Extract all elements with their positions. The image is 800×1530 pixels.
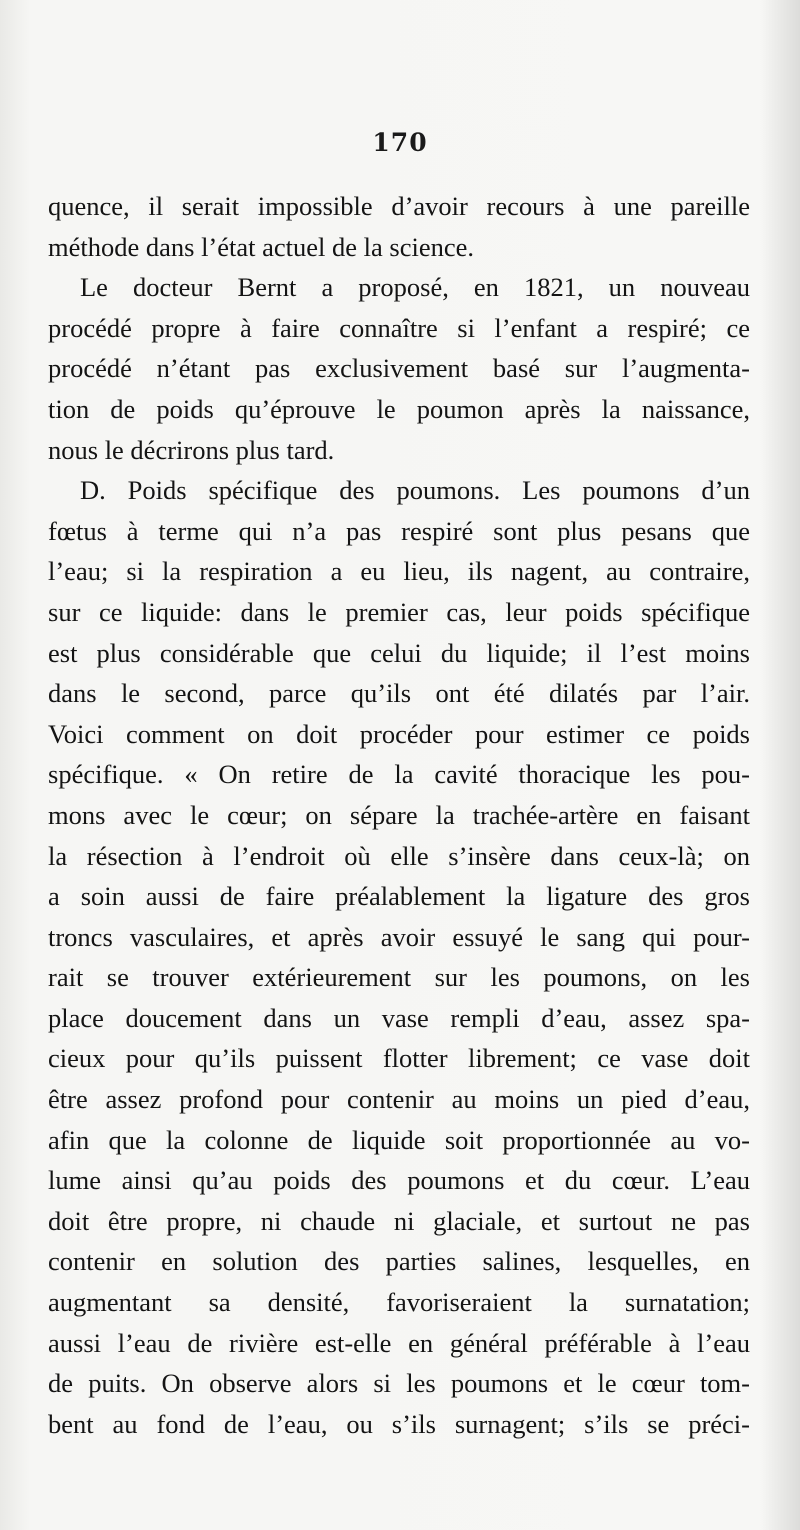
text-line: mons avec le cœur; on sépare la trachée-artère en faisant xyxy=(48,799,750,830)
text-line: contenir en solution des parties salines, lesquelles, en xyxy=(48,1246,750,1277)
text-line: de puits. On observe alors si les poumons et le cœur tom- xyxy=(48,1368,750,1399)
text-line: troncs vasculaires, et après avoir essuyé le sang qui pour- xyxy=(48,921,750,952)
text-line: bent au fond de l’eau, ou s’ils surnagent; s’ils se préci- xyxy=(48,1408,750,1439)
text-line: aussi l’eau de rivière est-elle en général préférable à l’eau xyxy=(48,1327,750,1358)
body-text xyxy=(48,186,750,1444)
text-line: être assez profond pour contenir au moins un pied d’eau, xyxy=(48,1084,750,1115)
text-line: fœtus à terme qui n’a pas respiré sont plus pesans que xyxy=(48,515,750,546)
text-line: procédé n’étant pas exclusivement basé sur l’augmenta- xyxy=(48,353,750,384)
text-line: doit être propre, ni chaude ni glaciale, et surtout ne pas xyxy=(48,1205,750,1236)
text-line: cieux pour qu’ils puissent flotter librement; ce vase doit xyxy=(48,1043,750,1074)
page-number: 170 xyxy=(372,128,428,157)
text-line: procédé propre à faire connaître si l’enfant a respiré; ce xyxy=(48,312,750,343)
text-line: a soin aussi de faire préalablement la ligature des gros xyxy=(48,881,750,912)
text-line: l’eau; si la respiration a eu lieu, ils nagent, au contraire, xyxy=(48,556,750,587)
text-line: place doucement dans un vase rempli d’eau, assez spa- xyxy=(48,1002,750,1033)
text-line: est plus considérable que celui du liquide; il l’est moins xyxy=(48,637,750,668)
text-line: nous le décrirons plus tard. xyxy=(48,434,335,465)
text-line: D. Poids spécifique des poumons. Les poumons d’un xyxy=(80,475,750,506)
text-line: Le docteur Bernt a proposé, en 1821, un nouveau xyxy=(80,272,750,303)
text-line: augmentant sa densité, favoriseraient la surnatation; xyxy=(48,1287,750,1318)
text-line: méthode dans l’état actuel de la science. xyxy=(48,231,475,262)
text-line: dans le second, parce qu’ils ont été dilatés par l’air. xyxy=(48,678,750,709)
text-line: lume ainsi qu’au poids des poumons et du cœur. L’eau xyxy=(48,1165,750,1196)
text-line: Voici comment on doit procéder pour estimer ce poids xyxy=(48,718,750,749)
text-line: afin que la colonne de liquide soit proportionnée au vo- xyxy=(48,1124,750,1155)
text-line: sur ce liquide: dans le premier cas, leur poids spécifique xyxy=(48,596,750,627)
text-line: spécifique. « On retire de la cavité thoracique les pou- xyxy=(48,759,750,790)
text-line: la résection à l’endroit où elle s’insère dans ceux-là; on xyxy=(48,840,750,871)
text-line: tion de poids qu’éprouve le poumon après la naissance, xyxy=(48,393,750,424)
text-line: quence, il serait impossible d’avoir recours à une pareille xyxy=(48,191,750,221)
text-line: rait se trouver extérieurement sur les poumons, on les xyxy=(48,962,750,993)
